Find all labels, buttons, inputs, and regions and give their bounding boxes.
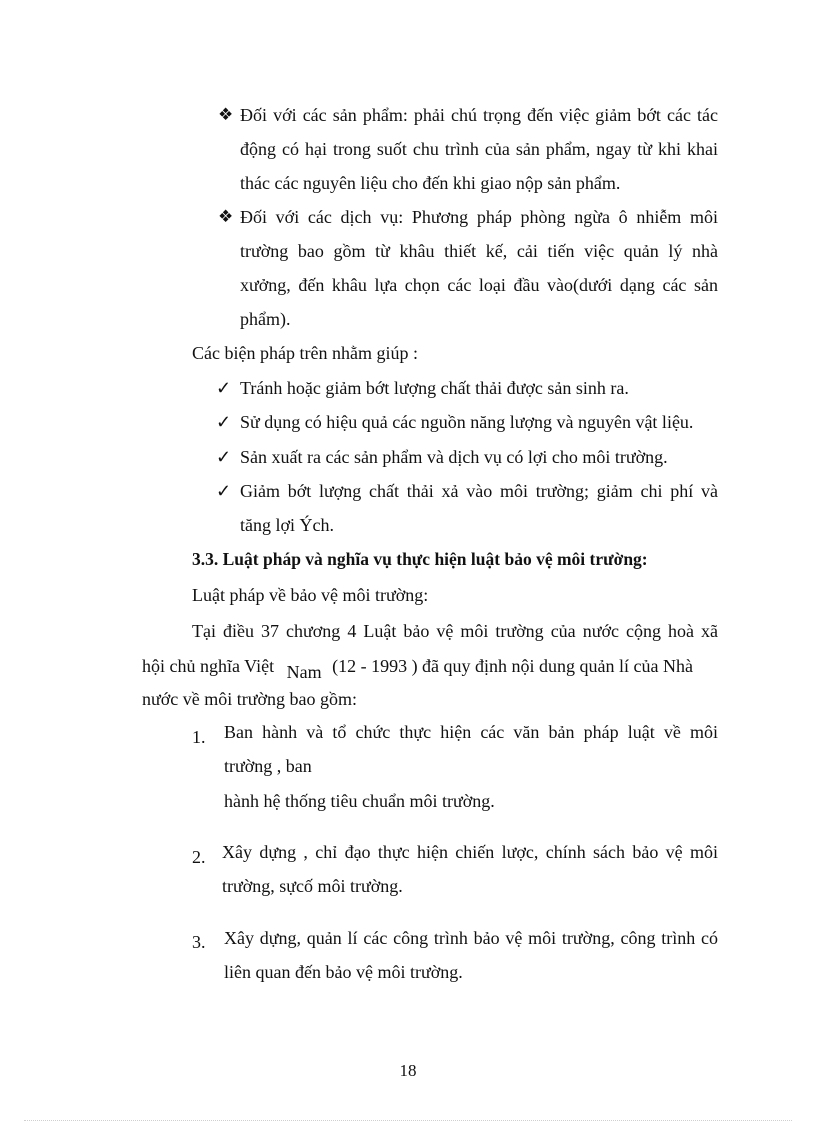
sub-heading: Luật pháp về bảo vệ môi trường: xyxy=(192,585,429,605)
numbered-item-1-line-1: Ban hành và tổ chức thực hiện các văn bản pháp luật về môi xyxy=(224,722,718,742)
checkmark-icon: ✓ xyxy=(216,447,232,467)
bullet-2-line-3: xưởng, đến khâu lựa chọn các loại đầu vào(dưới dạng các sản xyxy=(240,275,718,295)
numbered-item-3-line-2: liên quan đến bảo vệ môi trường. xyxy=(224,962,463,982)
numbered-item-3-number: 3. xyxy=(192,932,206,952)
bullet-2-line-4: phẩm). xyxy=(240,309,291,329)
diamond-bullet-icon: ❖ xyxy=(218,105,234,124)
check-item-4-line-1: Giảm bớt lượng chất thải xả vào môi trường; giảm chi phí và xyxy=(240,481,718,501)
numbered-item-1-line-2: trường , ban xyxy=(224,756,312,776)
numbered-item-2-number: 2. xyxy=(192,847,206,867)
paragraph-line-1: Tại điều 37 chương 4 Luật bảo vệ môi trường của nước cộng hoà xã xyxy=(192,621,718,641)
check-item-1: Tránh hoặc giảm bớt lượng chất thải được sản sinh ra. xyxy=(240,378,629,398)
numbered-item-1-number: 1. xyxy=(192,727,206,747)
check-item-4-line-2: tăng lợi Ých. xyxy=(240,515,334,535)
diamond-bullet-icon: ❖ xyxy=(218,207,234,226)
paragraph-line-2-b: Nam xyxy=(286,662,322,682)
bullet-1-line-3: thác các nguyên liệu cho đến khi giao nộp sản phẩm. xyxy=(240,173,621,193)
numbered-item-1-line-3: hành hệ thống tiêu chuẩn môi trường. xyxy=(224,791,495,811)
page-number: 18 xyxy=(399,1061,417,1080)
numbered-item-3-line-1: Xây dựng, quản lí các công trình bảo vệ môi trường, công trình có xyxy=(224,928,718,948)
check-item-2: Sử dụng có hiệu quả các nguồn năng lượng và nguyên vật liệu. xyxy=(240,412,694,432)
paragraph-line-2-c: (12 - 1993 ) đã quy định nội dung quản lí của Nhà xyxy=(332,656,694,676)
paragraph-line-2-a: hội chủ nghĩa Việt xyxy=(142,656,275,676)
paragraph-line-3: nước về môi trường bao gồm: xyxy=(142,689,358,709)
numbered-item-2-line-2: trường, sựcố môi trường. xyxy=(222,876,403,896)
bullet-1-line-2: động có hại trong suốt chu trình của sản phẩm, ngay từ khi khai xyxy=(240,139,718,159)
checkmark-icon: ✓ xyxy=(216,481,232,501)
bullet-1-line-1: Đối với các sản phẩm: phải chú trọng đến việc giảm bớt các tác xyxy=(240,105,718,125)
section-heading: 3.3. Luật pháp và nghĩa vụ thực hiện luật bảo vệ môi trường: xyxy=(192,549,648,569)
bullet-2-line-1: Đối với các dịch vụ: Phương pháp phòng ngừa ô nhiễm môi xyxy=(240,207,718,227)
check-item-3: Sản xuất ra các sản phẩm và dịch vụ có lợi cho môi trường. xyxy=(240,447,668,467)
bullet-2-line-2: trường bao gồm từ khâu thiết kế, cải tiến việc quản lý nhà xyxy=(240,241,718,261)
paragraph-line-2 xyxy=(142,655,718,682)
numbered-item-2-line-1: Xây dựng , chỉ đạo thực hiện chiến lược, chính sách bảo vệ môi xyxy=(222,842,718,862)
page-bottom-divider xyxy=(24,1120,792,1121)
checkmark-icon: ✓ xyxy=(216,412,232,432)
measures-intro: Các biện pháp trên nhằm giúp : xyxy=(192,343,418,363)
checkmark-icon: ✓ xyxy=(216,378,232,398)
